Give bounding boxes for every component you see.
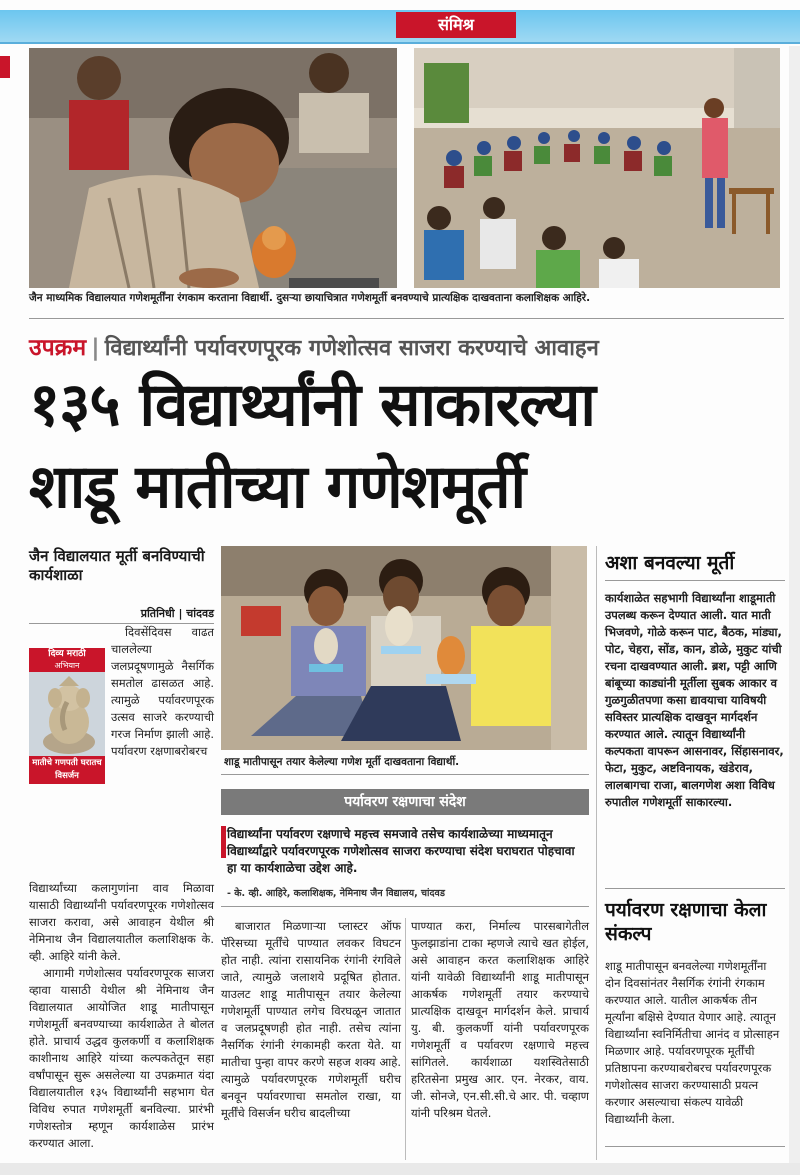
column-marker: [0, 56, 10, 78]
subheading: जैन विद्यालयात मूर्ती बनविण्याची कार्यशाळा: [29, 547, 205, 584]
campaign-title: दिव्य मराठी: [48, 649, 86, 659]
article-column-1: [29, 880, 214, 1152]
column-rule: [405, 918, 406, 1160]
kicker-text: विद्यार्थ्यांनी पर्यावरणपूरक गणेशोत्सव साजरा करण्याचे आवाहन: [104, 336, 599, 361]
campaign-subtitle: अभियान: [54, 661, 80, 670]
article-paragraph: विद्यार्थ्यांच्या कलागुणांना वाव मिळावा यासाठी विद्यार्थ्यांनी पर्यावरणपूरक गणेशोत्सव साजरा करावा, असे आवाहन येथील श्री नेमिनाथ जैन विद्यालयातील कलाशिक्षक के. व्ही. आहिरे यांनी केले.: [29, 881, 214, 963]
sidebar-paragraph: कार्यशाळेत सहभागी विद्यार्थ्यांना शाडूमाती उपलब्ध करून देण्यात आली. यात माती भिजवणे, गोळे करून पाट, बैठक, मांड्या, पोट, चेहरा, सोंड, कान, डोळे, मुकुट यांची रचना दाखवण्यात आली. ब्रश, पट्टी आणि बांबूच्या काड्यांनी मूर्तीला सुबक आकार व गुळगुळीतपणा कसा द्यावयाचा याविषयी सविस्तर प्रात्यक्षिक दाखवून मार्गदर्शन करण्यात आले. त्यातून विद्यार्थ्यांनी कल्पकता वापरून आसनावर, सिंहासनावर, फेटा, मुकुट, अष्टविनायक, खंडेराव, लालबागचा राजा, बालगणेश अशा विविध रुपातील गणेशमूर्ती साकारल्या.: [605, 591, 784, 809]
quote-marker: [221, 826, 226, 858]
divider: [221, 774, 589, 775]
kicker-tag: उपक्रम: [29, 335, 87, 361]
article-paragraph: आगामी गणेशोत्सव पर्यावरणपूरक साजरा व्हावा यासाठी येथील श्री नेमिनाथ जैन विद्यालयात आयोजित शाडू मातीपासून गणेशमूर्ती बनवण्याच्या कार्यशाळेत ते बोलत होते. प्राचार्य उद्धव कुलकर्णी व कलाशिक्षक काशीनाथ आहिरे यांच्या कल्पकतेतून सहा वर्षांपासून सुरू असलेल्या या उपक्रमात यंदा विद्यालयातील १३५ विद्यार्थ्यांनी सहभाग घेत विविध रुपात गणेशमूर्ती बनविल्या. प्रारंभी गणेशस्तोत्र म्हणून कार्यशाळेस प्रारंभ करण्यात आला.: [29, 966, 214, 1150]
article-paragraph: पाण्यात करा, निर्माल्य पारसबागेतील फुलझाडांना टाका म्हणजे त्याचे खत होईल, असे आवाहन करत कलाशिक्षक आहिरे यांनी यावेळी विद्यार्थ्यांनी शाडू मातीपासून आकर्षक गणेशमूर्ती तयार करण्याचे प्रात्यक्षिक दाखवून मार्गदर्शन केले. प्राचार्य यु. बी. कुलकर्णी यांनी पर्यावरणपूरक गणेशमूर्ती व पर्यावरण रक्षणाचे महत्त्व सांगितले. कार्यशाळा यशस्वितेसाठी हरितसेना प्रमुख आर. एन. नेरकर, वाय. जी. सोनजे, एन.सी.सी.चे आर. पी. चव्हाण यांनी परिश्रम घेतले.: [411, 919, 589, 1120]
ganesh-idol-image: [29, 672, 105, 756]
kicker-separator: |: [91, 335, 100, 361]
article-column-1-intro: [29, 624, 214, 788]
photo-student-painting: [29, 48, 397, 288]
divider: [605, 1146, 785, 1147]
campaign-slogan: मातीचे गणपती घरातच विसर्जन: [29, 756, 105, 784]
campaign-label: [29, 648, 105, 672]
divider: [605, 888, 785, 889]
pull-quote: [227, 826, 587, 877]
sidebar-heading-how-made: अशा बनवल्या मूर्ती: [605, 552, 735, 574]
section-band-environment-message: पर्यावरण रक्षणाचा संदेश: [221, 789, 589, 815]
headline-line-1: १३५ विद्यार्थ्यांनी साकारल्या: [29, 370, 595, 440]
divider: [605, 580, 785, 581]
adjacent-page-edge: [789, 46, 800, 1175]
photo-caption-top: जैन माध्यमिक विद्यालयात गणेशमूर्तींना रंगकाम करताना विद्यार्थी. दुसऱ्या छायाचित्रात गणेशमूर्ती बनवण्याचे प्रात्यक्षिक दाखवताना कलाशिक्षक आहिरे.: [29, 292, 591, 304]
sidebar-text-how-made: [605, 590, 785, 811]
byline: प्रतिनिधी | चांदवड: [140, 607, 214, 620]
divider: [29, 318, 784, 319]
section-tag: संमिश्र: [396, 12, 516, 38]
kicker-line: [29, 330, 789, 362]
photo-classroom-demonstration: [414, 48, 780, 288]
pull-quote-attribution: - के. व्ही. आहिरे, कलाशिक्षक, नेमिनाथ जैन विद्यालय, चांदवड: [227, 888, 445, 899]
sidebar-heading-pledge: पर्यावरण रक्षणाचा केला संकल्प: [605, 899, 767, 945]
article-column-3: [411, 918, 589, 1122]
photo-caption-center: शाडू मातीपासून तयार केलेल्या गणेश मूर्ती दाखवताना विद्यार्थी.: [224, 756, 460, 768]
campaign-badge: [29, 648, 105, 784]
article-column-2: [221, 918, 401, 1122]
sidebar-text-pledge: [605, 958, 785, 1128]
pull-quote-text: विद्यार्थ्यांना पर्यावरण रक्षणाचे महत्त्व समजावे तसेच कार्यशाळेच्या माध्यमातून विद्यार्थ्यांद्वारे पर्यावरणपूरक गणेशोत्सव साजरा करण्याचा संदेश घराघरात पोहचावा हा या कार्यशाळेचा उद्देश आहे.: [227, 827, 575, 875]
article-paragraph: बाजारात मिळणाऱ्या प्लास्टर ऑफ पॅरिसच्या मूर्तींचे पाण्यात लवकर विघटन होत नाही. त्यांना रासायनिक रंगांनी रंगविले जाते, त्यामुळे जलाशये प्रदूषित होतात. याउलट शाडू मातीपासून तयार केलेल्या गणेशमूर्ती पाण्यात लगेच विरघळून जातात व जलप्रदूषणही होत नाही. तसेच त्यांना नैसर्गिक रंगांनी रंगकामही करता येते. या मातीचा पुन्हा वापर करणे सहज शक्य आहे. त्यामुळे पर्यावरणपूरक गणेशमूर्ती घरीच बनवून पर्यावरणाचा समतोल राखा, या मूर्तींचे विसर्जन घरीच बादलीच्या: [221, 919, 401, 1120]
headline-line-2: शाडू मातीच्या गणेशमूर्ती: [29, 452, 526, 522]
article-intro-paragraph: दिवसेंदिवस वाढत चाललेल्या जलप्रदूषणामुळे नैसर्गिक समतोल ढासळत आहे. त्यामुळे पर्यावरणपूरक उत्सव साजरे करण्याची गरज निर्माण झाली आहे. पर्यावरण रक्षणाबरोबरच: [111, 625, 214, 758]
page-bottom-edge: [0, 1163, 800, 1175]
sidebar-paragraph: शाडू मातीपासून बनवलेल्या गणेशमूर्तींना दोन दिवसांनंतर नैसर्गिक रंगांनी रंगकाम करण्यात आले. यातील आकर्षक तीन मूर्त्यांना बक्षिसे देण्यात येणार आहे. त्यातून विद्यार्थ्यांना स्वनिर्मितीचा आनंद व प्रोत्साहन मिळणार आहे. पर्यावरणपूरक मूर्तींची प्रतिष्ठापना करण्याबरोबरच पर्यावरणपूरक गणेशोत्सव साजरा करण्यासाठी प्रयत्न करणार असल्याचा संकल्प यावेळी विद्यार्थ्यांनी केला.: [605, 959, 780, 1126]
column-rule: [596, 546, 597, 1160]
photo-students-with-idols: [221, 546, 587, 750]
divider: [221, 906, 589, 907]
